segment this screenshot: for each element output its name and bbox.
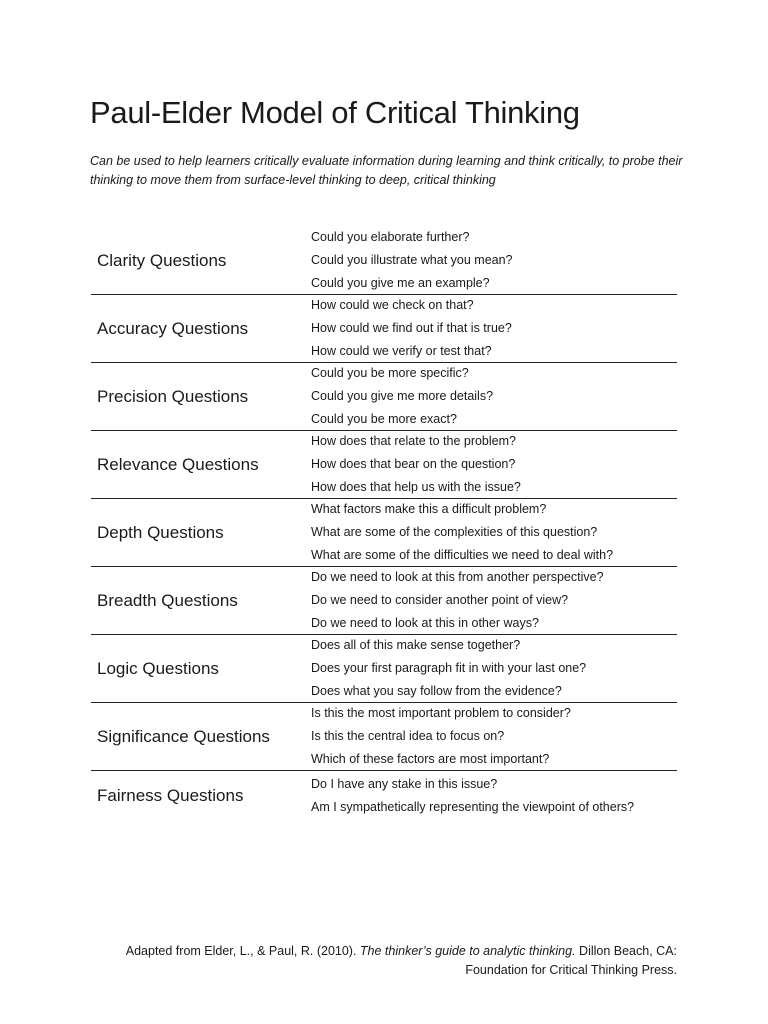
question-item: Do we need to look at this in other ways? xyxy=(311,616,539,630)
question-list xyxy=(311,294,677,363)
question-item: Could you illustrate what you mean? xyxy=(311,253,513,267)
section-relevance xyxy=(91,431,677,499)
question-item: Do we need to look at this from another perspective? xyxy=(311,570,604,584)
question-item: How could we find out if that is true? xyxy=(311,321,512,335)
question-list xyxy=(311,566,677,635)
question-item: Does what you say follow from the evidence? xyxy=(311,684,562,698)
citation-prefix: Adapted from Elder, L., & Paul, R. (2010). xyxy=(125,944,360,958)
question-list xyxy=(311,430,677,499)
section-logic xyxy=(91,635,677,703)
question-item: Could you give me an example? xyxy=(311,276,490,290)
question-list xyxy=(311,634,677,703)
category-label: Significance Questions xyxy=(97,726,270,746)
question-item: Do we need to consider another point of view? xyxy=(311,593,569,607)
category-label: Logic Questions xyxy=(97,658,219,678)
question-item: Does all of this make sense together? xyxy=(311,638,521,652)
question-item: What are some of the complexities of this question? xyxy=(311,525,598,539)
question-list xyxy=(311,702,677,771)
category-label: Breadth Questions xyxy=(97,590,238,610)
citation-title: The thinker’s guide to analytic thinking. xyxy=(359,944,576,958)
question-item: Could you be more exact? xyxy=(311,412,457,426)
question-item: Could you elaborate further? xyxy=(311,230,470,244)
section-precision xyxy=(91,363,677,431)
section-depth xyxy=(91,499,677,567)
category-label: Depth Questions xyxy=(97,522,224,542)
question-list xyxy=(311,362,677,431)
page-title: Paul-Elder Model of Critical Thinking xyxy=(90,95,580,130)
citation-publisher: Foundation for Critical Thinking Press. xyxy=(465,963,677,977)
section-accuracy xyxy=(91,295,677,363)
questions-table xyxy=(91,227,677,821)
question-item: How could we check on that? xyxy=(311,298,474,312)
page-subtitle: Can be used to help learners critically evaluate information during learning and think critically, to probe their thinking to move them from surface-level thinking to deep, critical thinking xyxy=(90,154,683,187)
question-item: What are some of the difficulties we need to deal with? xyxy=(311,548,614,562)
question-item: How does that bear on the question? xyxy=(311,457,516,471)
question-item: Could you be more specific? xyxy=(311,366,469,380)
question-item: Could you give me more details? xyxy=(311,389,494,403)
question-list xyxy=(311,498,677,567)
question-item: How does that help us with the issue? xyxy=(311,480,521,494)
section-significance xyxy=(91,703,677,771)
category-label: Accuracy Questions xyxy=(97,318,249,338)
question-item: How does that relate to the problem? xyxy=(311,434,516,448)
question-item: How could we verify or test that? xyxy=(311,344,492,358)
citation-suffix: Dillon Beach, CA: xyxy=(575,944,677,958)
question-item: Is this the central idea to focus on? xyxy=(311,729,505,743)
category-label: Fairness Questions xyxy=(97,786,244,805)
question-item: Which of these factors are most important? xyxy=(311,752,550,766)
section-breadth xyxy=(91,567,677,635)
question-item: What factors make this a difficult problem? xyxy=(311,502,547,516)
section-clarity xyxy=(91,227,677,295)
section-fairness xyxy=(91,771,677,821)
question-item: Does your first paragraph fit in with your last one? xyxy=(311,661,587,675)
question-list xyxy=(311,226,677,295)
question-item: Is this the most important problem to consider? xyxy=(311,706,571,720)
question-item: Am I sympathetically representing the viewpoint of others? xyxy=(311,800,635,814)
category-label: Precision Questions xyxy=(97,386,249,406)
citation xyxy=(77,942,677,980)
question-list xyxy=(311,773,677,819)
category-label: Relevance Questions xyxy=(97,454,259,474)
category-label: Clarity Questions xyxy=(97,250,227,270)
question-item: Do I have any stake in this issue? xyxy=(311,777,498,791)
